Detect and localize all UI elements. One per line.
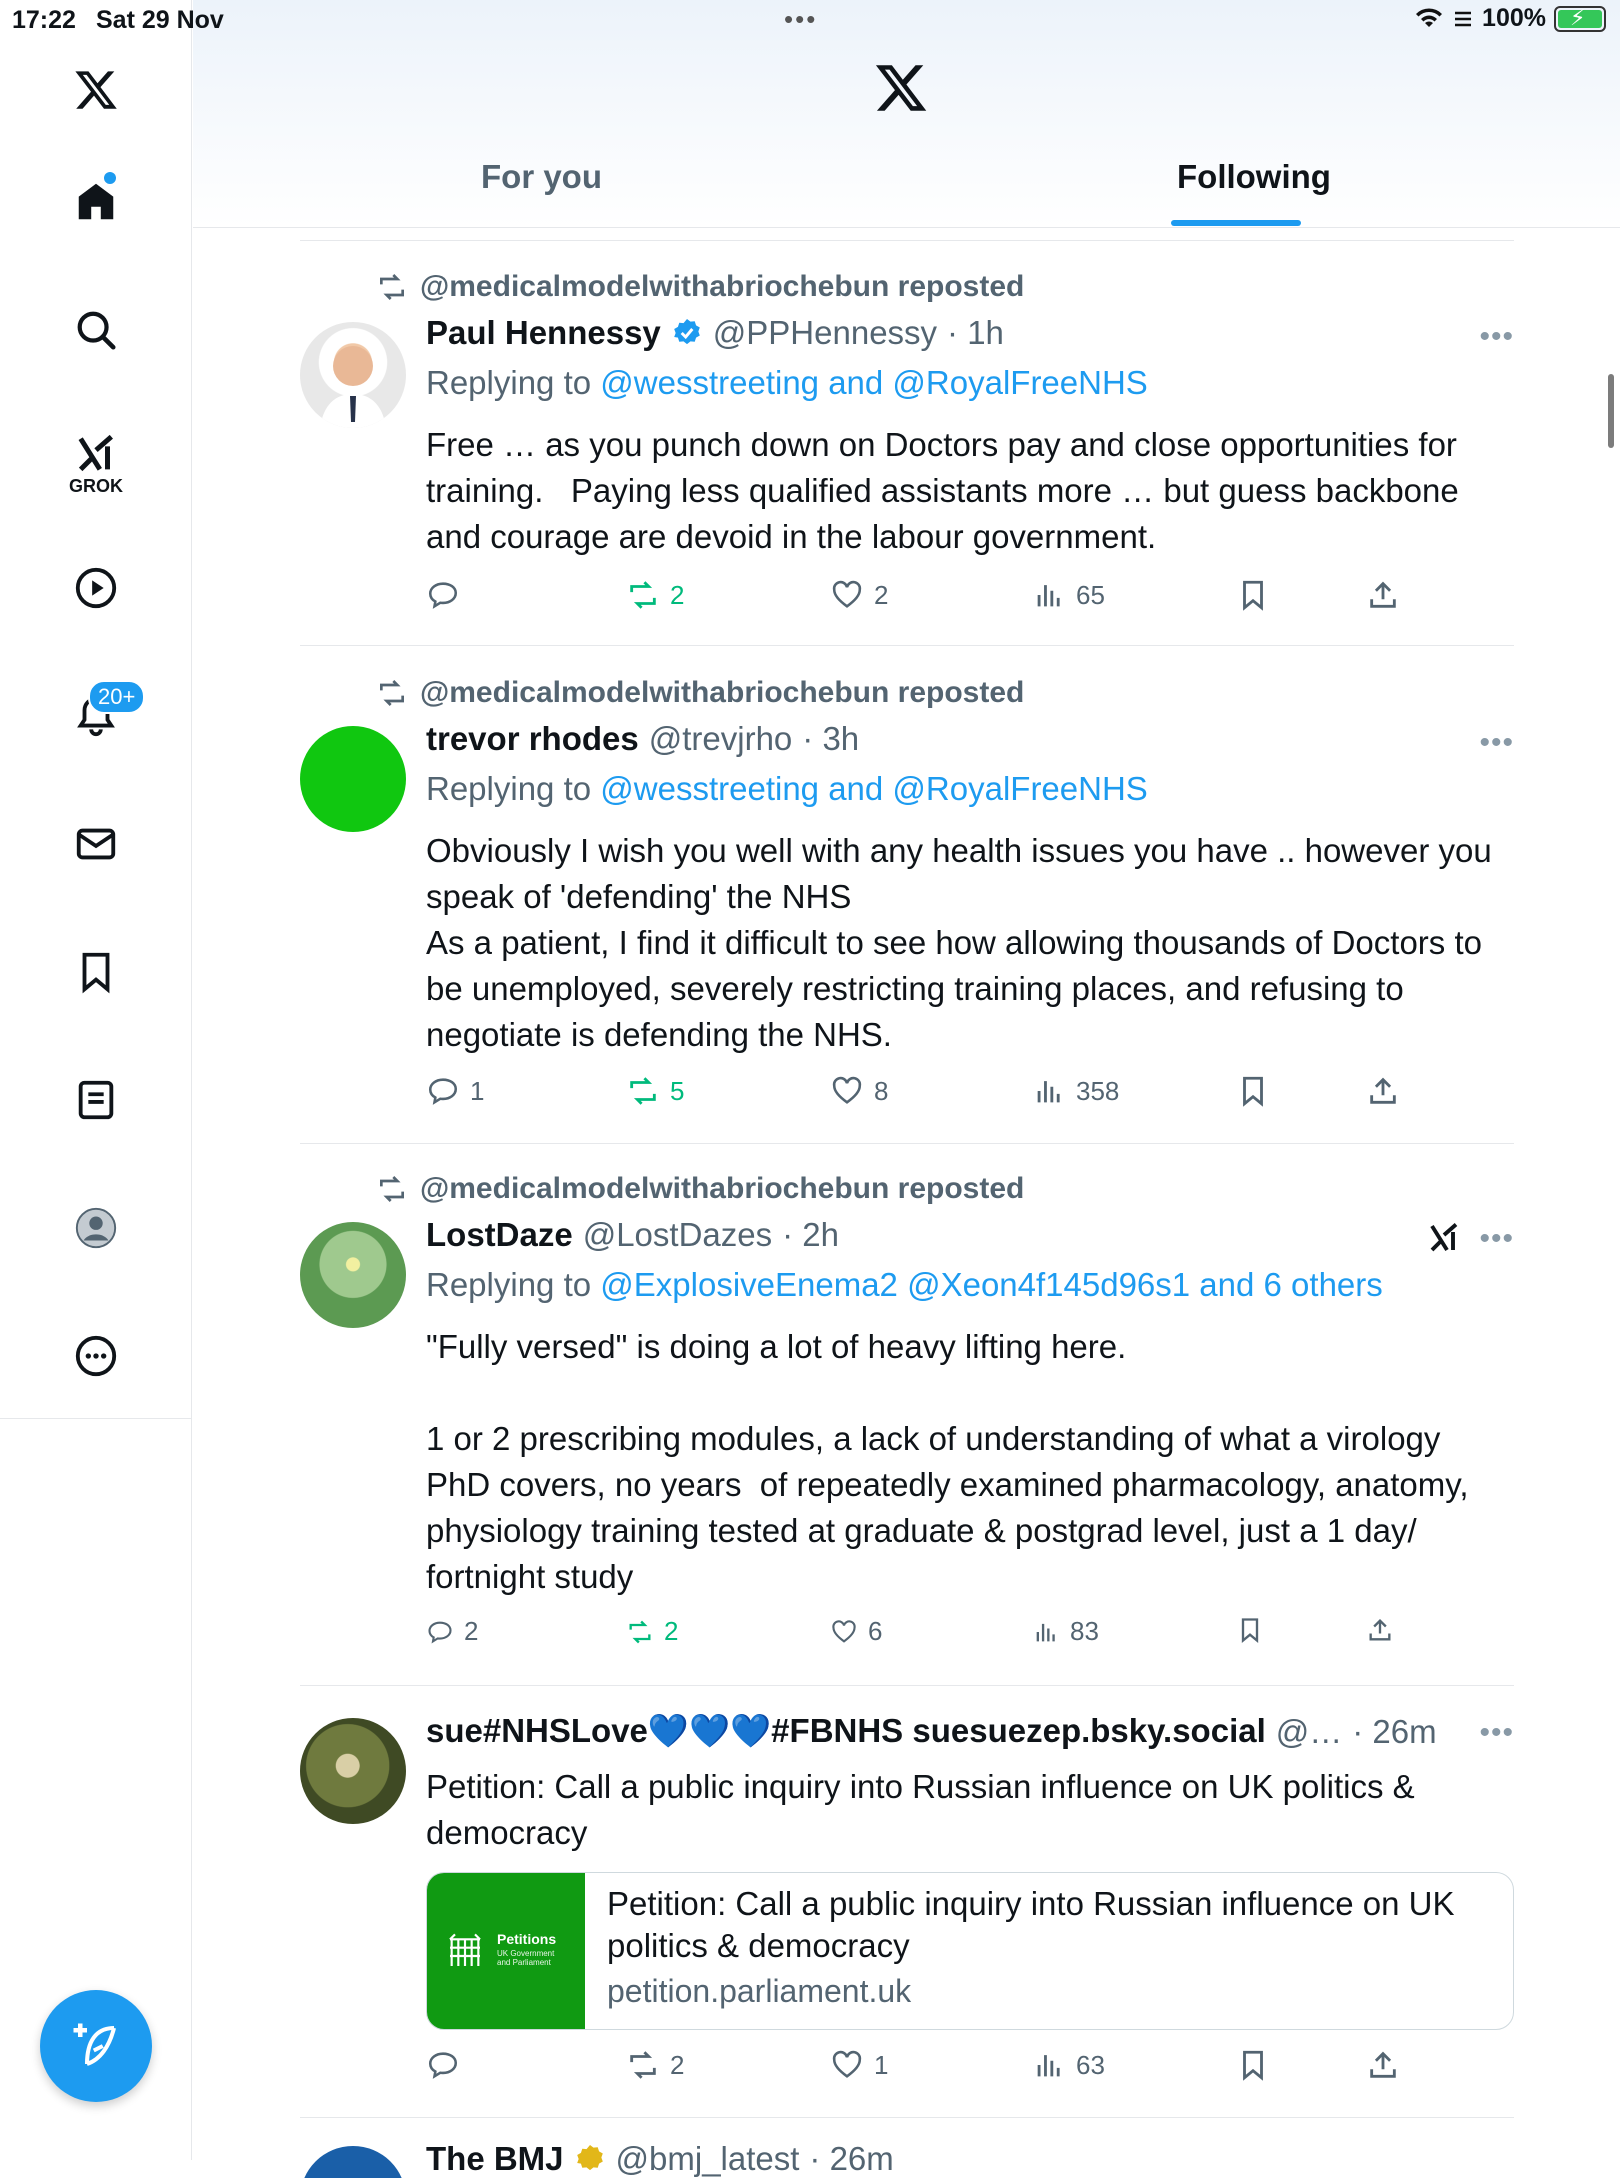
like-count: 8 <box>874 1075 889 1106</box>
compose-post-button[interactable] <box>40 1990 152 2102</box>
views-chart-icon <box>1032 2048 1066 2082</box>
like-count: 2 <box>874 579 889 610</box>
profile-avatar-icon[interactable] <box>60 1192 132 1264</box>
more-options-icon[interactable] <box>60 1320 132 1392</box>
bookmark-icon <box>1236 1074 1270 1108</box>
repost-count: 2 <box>670 2049 685 2080</box>
reply-button[interactable] <box>426 1616 478 1647</box>
tweet-time: · 2h <box>782 1216 839 1253</box>
x-logo-header-icon <box>873 60 929 116</box>
home-unread-dot <box>104 172 116 184</box>
reply-icon <box>426 2048 460 2082</box>
repost-button[interactable] <box>626 2048 684 2082</box>
reply-button[interactable] <box>426 578 470 612</box>
tweet-header <box>426 720 859 758</box>
repost-button[interactable] <box>626 578 684 612</box>
tweet-header <box>426 1712 1437 1751</box>
repost-icon <box>626 1074 660 1108</box>
replying-to-links[interactable]: @wesstreeting and @RoyalFreeNHS <box>600 770 1148 807</box>
repost-by-label: @medicalmodelwithabriochebun reposted <box>420 270 1025 303</box>
messages-envelope-icon[interactable] <box>60 808 132 880</box>
notifications-badge: 20+ <box>88 680 145 714</box>
repost-context <box>376 676 1024 710</box>
avatar[interactable] <box>300 1718 406 1824</box>
like-button[interactable] <box>830 2048 888 2082</box>
tab-following[interactable]: Following <box>1177 158 1331 195</box>
tweet-time: · 3h <box>802 720 860 757</box>
repost-button[interactable] <box>626 1074 684 1108</box>
like-button[interactable] <box>830 1616 882 1647</box>
author-handle[interactable]: @trevjrho <box>648 720 793 757</box>
like-count: 1 <box>874 2049 889 2080</box>
views-chart-icon <box>1032 1074 1066 1108</box>
repost-count: 2 <box>664 1616 679 1646</box>
share-button[interactable] <box>1366 2048 1400 2082</box>
views-button[interactable] <box>1032 2048 1105 2082</box>
bookmark-button[interactable] <box>1236 1074 1270 1108</box>
tweet-actions <box>426 2048 1426 2088</box>
replying-to-links[interactable]: @wesstreeting and @RoyalFreeNHS <box>600 364 1148 401</box>
reply-icon <box>426 578 460 612</box>
search-icon[interactable] <box>60 294 132 366</box>
heart-icon <box>830 578 864 612</box>
author-handle[interactable]: @LostDazes <box>582 1216 773 1253</box>
share-icon <box>1366 1616 1394 1644</box>
tweet-text: Petition: Call a public inquiry into Russian influence on UK politics & democracy <box>426 1768 1424 1851</box>
replying-to <box>426 1266 1383 1304</box>
share-button[interactable] <box>1366 578 1400 612</box>
reply-icon <box>426 1074 460 1108</box>
grok-label: GROK <box>69 476 123 496</box>
status-time: 17:22 <box>12 6 76 34</box>
repost-count: 2 <box>670 579 685 610</box>
tweet-more-icon[interactable]: ••• <box>1479 1716 1514 1749</box>
share-button[interactable] <box>1366 1074 1400 1108</box>
link-preview-card[interactable] <box>426 1872 1514 2030</box>
heart-icon <box>830 1618 858 1646</box>
author-name[interactable]: LostDaze <box>426 1216 573 1253</box>
repost-icon <box>626 2048 660 2082</box>
notifications-bell-icon[interactable] <box>60 680 136 752</box>
repost-icon <box>626 1618 654 1646</box>
tweet-actions <box>426 1074 1426 1114</box>
repost-by-label: @medicalmodelwithabriochebun reposted <box>420 676 1025 709</box>
tweet-card[interactable] <box>300 240 1514 646</box>
card-title: Petition: Call a public inquiry into Russian influence on UK politics & democracy <box>607 1885 1455 1964</box>
tweet-actions <box>426 578 1426 618</box>
compose-feather-icon <box>69 2019 123 2073</box>
repost-icon <box>376 1173 408 1205</box>
avatar[interactable] <box>300 726 406 832</box>
tweet-header <box>426 2140 894 2178</box>
status-right <box>1414 4 1606 33</box>
card-thumb-subtitle: UK Government and Parliament <box>497 1949 555 1967</box>
share-icon <box>1366 1074 1400 1108</box>
tweet-text: Free … as you punch down on Doctors pay and close opportunities for training. Paying less qualified assistants more … but guess backbone and courage are devoid in the labour government. <box>426 426 1468 555</box>
views-chart-icon <box>1032 578 1066 612</box>
card-thumbnail <box>427 1873 585 2030</box>
tweet-more-icon[interactable]: ••• <box>1479 320 1514 353</box>
status-date: Sat 29 Nov <box>96 6 224 34</box>
tweet-text: "Fully versed" is doing a lot of heavy lifting here. 1 or 2 prescribing modules, a lack of understanding of what a virology PhD covers, no years of repeatedly examined pharmacology, anatomy, physiology training tested at graduate & postgrad level, just a 1 day/ fortnight study <box>426 1328 1469 1595</box>
repost-context <box>376 1172 1024 1206</box>
share-icon <box>1366 578 1400 612</box>
reply-count: 1 <box>470 1075 485 1106</box>
verified-gold-badge-icon <box>574 2143 606 2175</box>
repost-icon <box>626 578 660 612</box>
views-button[interactable] <box>1032 1616 1099 1647</box>
reply-count: 2 <box>464 1616 479 1646</box>
author-handle[interactable]: @bmj_latest <box>615 2140 800 2177</box>
repost-by-label: @medicalmodelwithabriochebun reposted <box>420 1172 1025 1205</box>
grok-explain-icon[interactable] <box>1426 1220 1462 1256</box>
share-button[interactable] <box>1366 1616 1394 1644</box>
views-count: 65 <box>1076 579 1105 610</box>
tab-for-you[interactable]: For you <box>481 158 602 195</box>
repost-context <box>376 270 1024 304</box>
tweet-more-icon[interactable]: ••• <box>1479 1222 1514 1255</box>
like-count: 6 <box>868 1616 883 1646</box>
author-name[interactable]: The BMJ <box>426 2140 564 2177</box>
tweet-card[interactable] <box>300 1686 1514 2118</box>
card-domain: petition.parliament.uk <box>607 1973 912 2009</box>
replying-prefix: Replying to <box>426 1266 601 1303</box>
card-thumb-title: Petitions <box>497 1931 557 1947</box>
like-button[interactable] <box>830 578 888 612</box>
sidebar-divider <box>0 1418 192 1419</box>
repost-button[interactable] <box>626 1616 678 1647</box>
tweet-text: Obviously I wish you well with any health issues you have .. however you speak of 'defending' the NHS As a patient, I find it difficult to see how allowing thousands of Doctors to be unemployed, severely restricting training places, and refusing to negotiate is defending the NHS. <box>426 832 1492 1053</box>
multitasking-dots-icon[interactable]: ••• <box>784 4 818 34</box>
repost-icon <box>376 271 408 303</box>
x-logo-icon[interactable] <box>60 54 132 126</box>
repost-count: 5 <box>670 1075 685 1106</box>
tweet-header <box>426 1216 839 1254</box>
bookmark-button[interactable] <box>1236 1616 1264 1644</box>
active-tab-indicator <box>1171 220 1301 226</box>
heart-icon <box>830 1074 864 1108</box>
author-name[interactable]: Paul Hennessy <box>426 314 661 351</box>
status-bar <box>0 0 1620 40</box>
views-button[interactable] <box>1032 1074 1119 1108</box>
video-play-icon[interactable] <box>60 552 132 624</box>
reply-button[interactable] <box>426 2048 470 2082</box>
bookmark-icon <box>1236 1616 1264 1644</box>
heart-icon <box>830 2048 864 2082</box>
tweet-actions <box>426 1616 1426 1656</box>
views-count: 63 <box>1076 2049 1105 2080</box>
scrollbar[interactable] <box>1608 374 1614 448</box>
author-name[interactable]: sue#NHSLove💙💙💙#FBNHS suesuezep.bsky.social <box>426 1712 1266 1749</box>
replying-to <box>426 770 1148 808</box>
reply-icon <box>426 1618 454 1646</box>
home-icon[interactable] <box>60 166 132 238</box>
orientation-lock-icon <box>1452 8 1474 30</box>
share-icon <box>1366 2048 1400 2082</box>
avatar[interactable] <box>300 322 406 428</box>
reply-button[interactable] <box>426 1074 484 1108</box>
views-chart-icon <box>1032 1618 1060 1646</box>
author-handle[interactable]: @… <box>1275 1712 1343 1750</box>
views-button[interactable] <box>1032 578 1105 612</box>
author-name[interactable]: trevor rhodes <box>426 720 639 757</box>
verified-badge-icon <box>671 317 703 349</box>
repost-icon <box>376 677 408 709</box>
avatar[interactable] <box>300 1222 406 1328</box>
bookmark-button[interactable] <box>1236 578 1270 612</box>
tweet-header <box>426 314 1004 352</box>
bookmark-button[interactable] <box>1236 2048 1270 2082</box>
views-count: 358 <box>1076 1075 1120 1106</box>
avatar[interactable] <box>300 2146 406 2178</box>
tweet-more-icon[interactable]: ••• <box>1479 726 1514 759</box>
portcullis-icon <box>445 1931 485 1971</box>
battery-icon: ⚡ <box>1554 6 1606 32</box>
bookmark-icon <box>1236 2048 1270 2082</box>
replying-prefix: Replying to <box>426 364 601 401</box>
sidebar <box>0 0 192 2160</box>
wifi-icon <box>1414 7 1444 31</box>
bookmark-icon <box>1236 578 1270 612</box>
author-handle[interactable]: @PPHennessy <box>712 314 938 351</box>
tweet-time: · 26m <box>1352 1712 1437 1750</box>
battery-percent: 100% <box>1482 4 1546 32</box>
replying-to-links[interactable]: @ExplosiveEnema2 @Xeon4f145d96s1 and 6 others <box>600 1266 1383 1303</box>
views-count: 83 <box>1070 1616 1099 1646</box>
lists-icon[interactable] <box>60 1064 132 1136</box>
tweet-card[interactable] <box>300 2118 1514 2178</box>
tweet-card[interactable] <box>300 1144 1514 1686</box>
tweet-card[interactable] <box>300 646 1514 1144</box>
replying-prefix: Replying to <box>426 770 601 807</box>
replying-to <box>426 364 1148 402</box>
tweet-time: · 1h <box>947 314 1004 351</box>
tweet-time: · 26m <box>809 2140 894 2177</box>
like-button[interactable] <box>830 1074 888 1108</box>
bookmarks-icon[interactable] <box>60 936 132 1008</box>
